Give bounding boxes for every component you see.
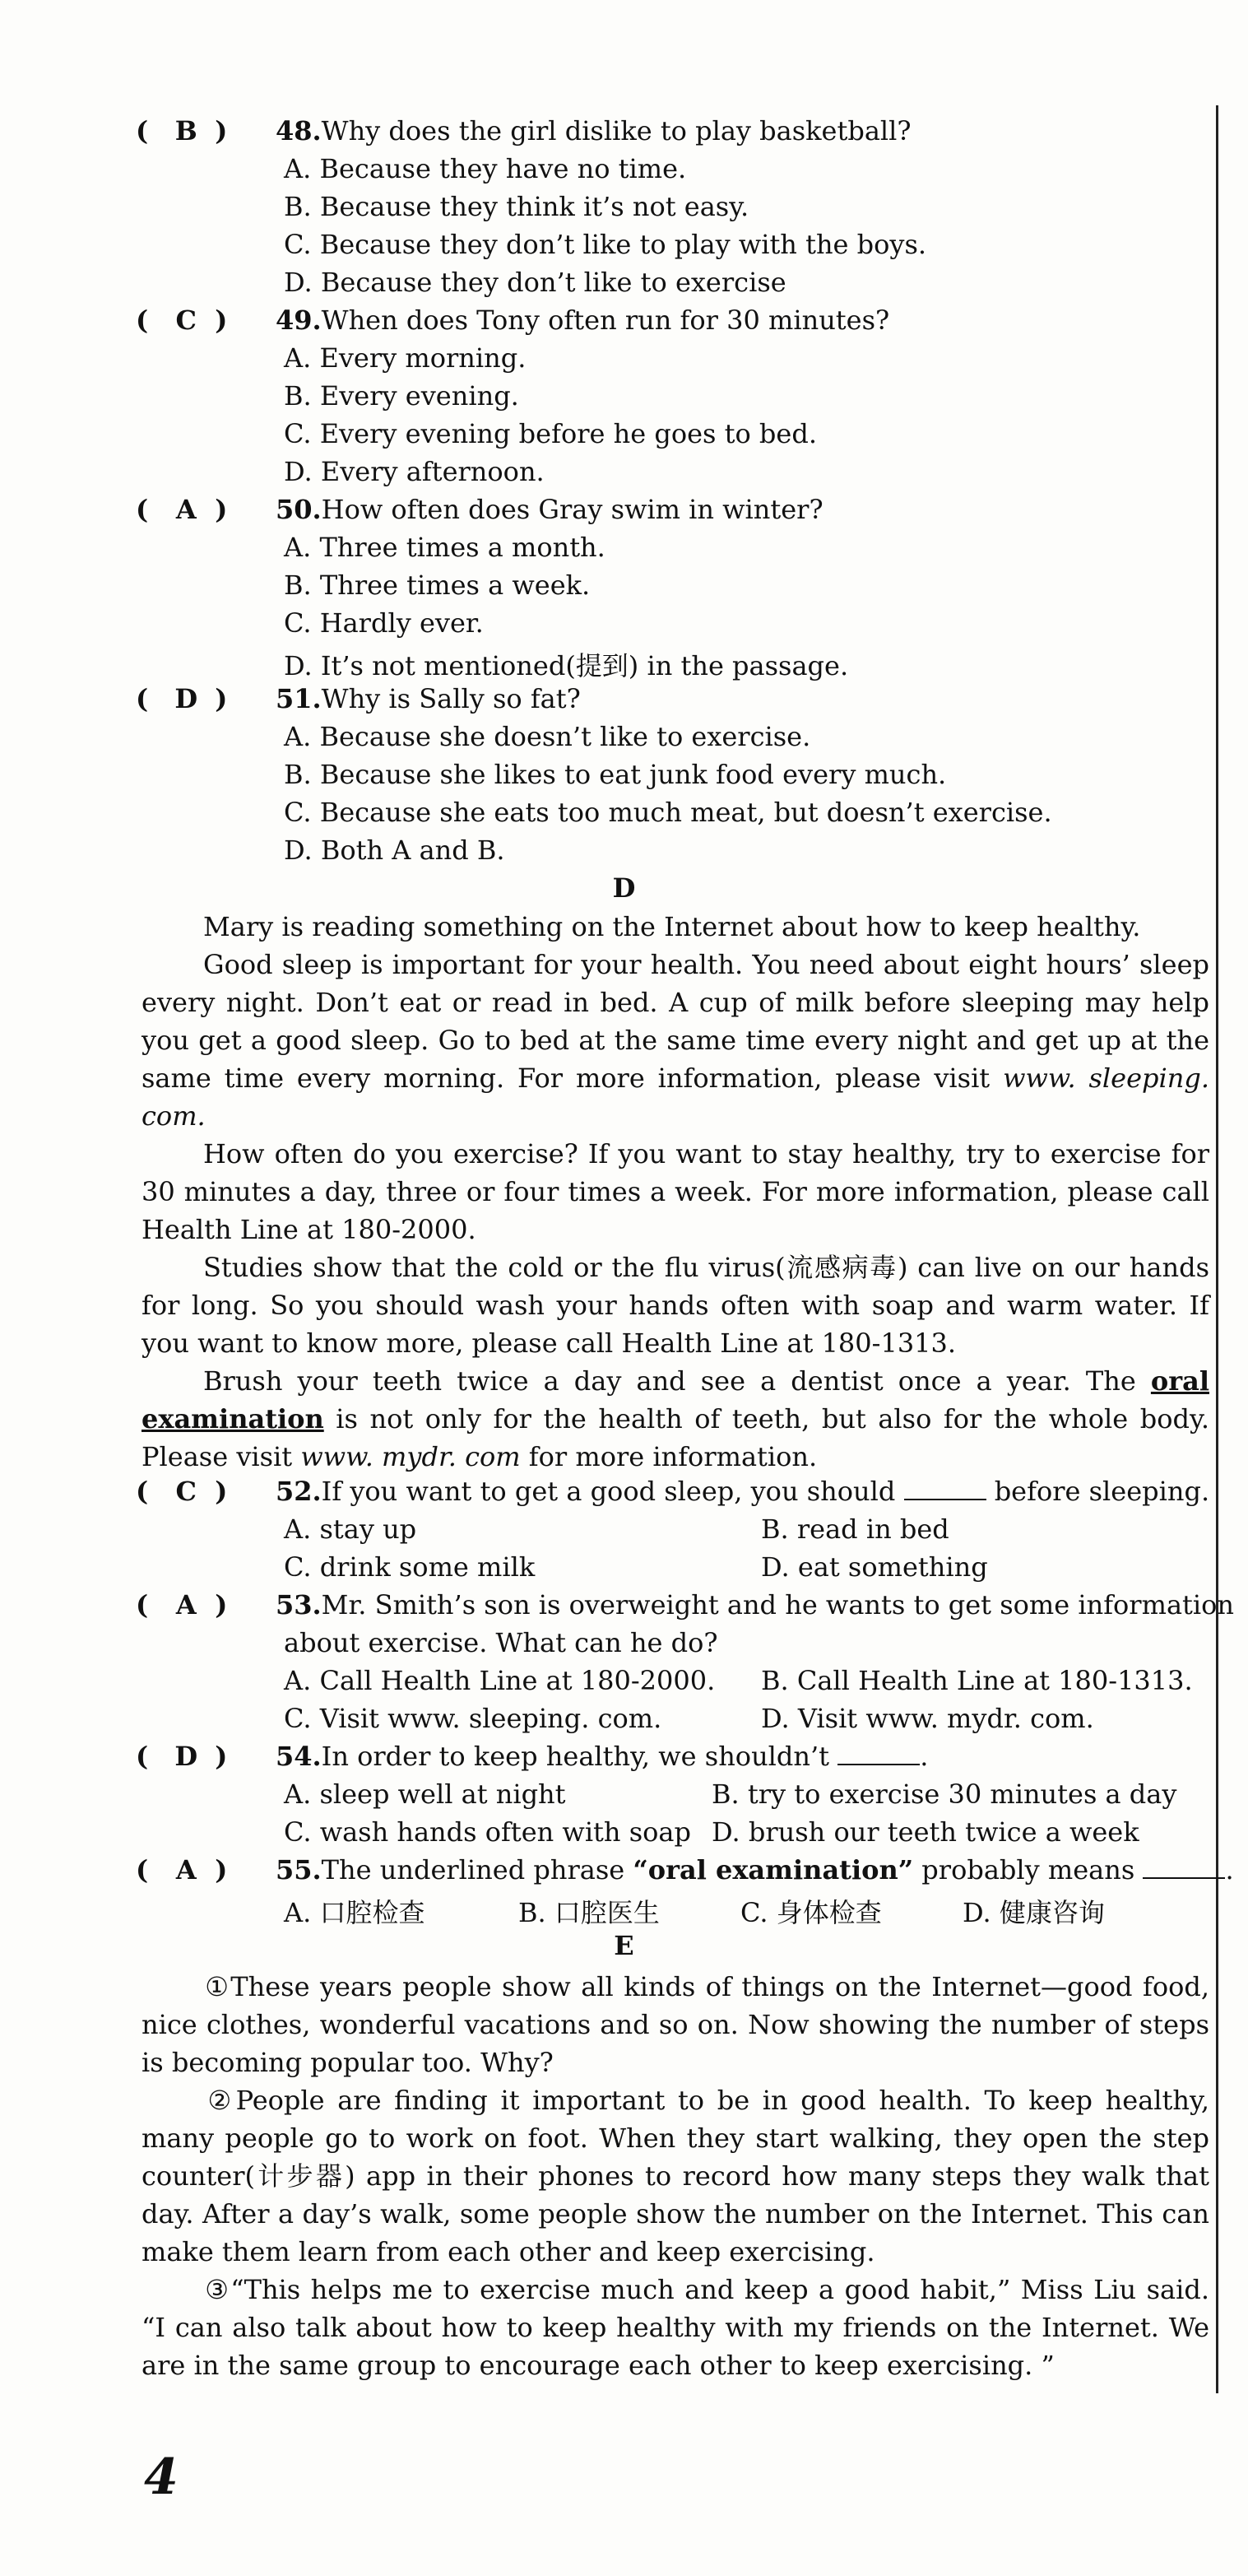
website-link: www. sleeping. com. <box>142 1062 1210 1132</box>
passage-e-paragraph-2: ②People are finding it important to be in good health. To keep healthy, many people go to work on foot. When they start walking, they open the step counter(计步器) app in their phones to record how many steps they walk that day. After a day’s walk, some people show the number on the Internet. This can make them learn from each other and keep exercising. <box>142 2085 1209 2267</box>
answer-bracket: ( B ) <box>136 115 228 146</box>
question-53: ( A ) 53.Mr. Smith’s son is overweight and he wants to get some information <box>136 1589 1234 1620</box>
option: D. Both A and B. <box>284 835 505 866</box>
option: A. 口腔检查 <box>284 1897 425 1928</box>
margin-rule <box>1216 105 1218 2393</box>
section-heading-d: D <box>612 872 636 904</box>
website-link: www. mydr. com <box>300 1441 521 1472</box>
passage-d-paragraph-1: Mary is reading something on the Internet about how to keep healthy. <box>203 911 1141 942</box>
answer-bracket: ( A ) <box>136 1854 228 1886</box>
option: D. Visit www. mydr. com. <box>761 1703 1094 1734</box>
option: D. brush our teeth twice a week <box>712 1816 1139 1848</box>
option: B. try to exercise 30 minutes a day <box>712 1779 1177 1810</box>
question-51: ( D ) 51.Why is Sally so fat? <box>136 683 581 714</box>
answer-bracket: ( D ) <box>136 1741 228 1772</box>
option: A. Call Health Line at 180-2000. <box>284 1665 716 1696</box>
passage-d-paragraph-2: Good sleep is important for your health. You need about eight hours’ sleep every night. Don’t eat or read in bed. A cup of milk before sleeping may help you get a good sleep. Go to bed at the same time every night and get up at the same time every morning. For more information, please visit www. sleeping. com. <box>142 949 1210 1132</box>
answer-bracket: ( C ) <box>136 1476 228 1507</box>
option: D. Because they don’t like to exercise <box>284 267 786 298</box>
option: C. Because they don’t like to play with the boys. <box>284 229 927 260</box>
option: A. stay up <box>284 1514 417 1545</box>
option: B. Because she likes to eat junk food every much. <box>284 759 947 790</box>
question-50: ( A ) 50.How often does Gray swim in winter? <box>136 494 823 525</box>
question-stem-continued: about exercise. What can he do? <box>284 1627 718 1658</box>
passage-e-paragraph-1: ①These years people show all kinds of things on the Internet—good food, nice clothes, wonderful vacations and so on. Now showing the number of steps is becoming popular too. Why? <box>142 1971 1209 2078</box>
question-55: ( A ) 55.The underlined phrase “oral examination” probably means . <box>136 1854 1234 1886</box>
option: B. Because they think it’s not easy. <box>284 191 749 222</box>
option: C. Visit www. sleeping. com. <box>284 1703 662 1734</box>
passage-d-paragraph-5: Brush your teeth twice a day and see a dentist once a year. The oral examination is not only for the health of teeth, but also for the whole body. Please visit www. mydr. com for more information. <box>142 1365 1209 1472</box>
option: B. 口腔医生 <box>518 1897 660 1928</box>
option: D. It’s not mentioned(提到) in the passage. <box>284 650 849 681</box>
quoted-term: “oral examination” <box>633 1854 914 1886</box>
option: D. eat something <box>761 1551 988 1583</box>
option: B. Every evening. <box>284 380 519 412</box>
option: B. Three times a week. <box>284 570 591 601</box>
option: C. 身体检查 <box>740 1897 882 1928</box>
answer-blank <box>1143 1877 1225 1879</box>
question-52: ( C ) 52.If you want to get a good sleep, you should before sleeping. <box>136 1476 1210 1507</box>
section-heading-e: E <box>614 1930 634 1961</box>
passage-d-paragraph-4: Studies show that the cold or the flu virus(流感病毒) can live on our hands for long. So you should wash your hands often with soap and warm water. If you want to know more, please call Health Line at 180-1313. <box>142 1252 1209 1359</box>
option: B. Call Health Line at 180-1313. <box>761 1665 1193 1696</box>
option: A. Every morning. <box>284 342 527 374</box>
question-54: ( D ) 54.In order to keep healthy, we shouldn’t . <box>136 1741 929 1772</box>
option: A. Because she doesn’t like to exercise. <box>284 721 811 752</box>
option: C. Hardly ever. <box>284 607 484 639</box>
option: C. Every evening before he goes to bed. <box>284 418 817 449</box>
question-49: ( C ) 49.When does Tony often run for 30 minutes? <box>136 305 890 336</box>
page-number: 4 <box>144 2448 179 2506</box>
option: D. Every afternoon. <box>284 456 545 487</box>
answer-bracket: ( A ) <box>136 1589 228 1620</box>
answer-bracket: ( C ) <box>136 305 228 336</box>
option: C. drink some milk <box>284 1551 536 1583</box>
answer-blank <box>904 1499 986 1500</box>
question-48: ( B ) 48.Why does the girl dislike to play basketball? <box>136 115 912 146</box>
option: C. Because she eats too much meat, but doesn’t exercise. <box>284 797 1052 828</box>
option: D. 健康咨询 <box>963 1897 1105 1928</box>
answer-bracket: ( A ) <box>136 494 228 525</box>
option: B. read in bed <box>761 1514 949 1545</box>
option: A. sleep well at night <box>284 1779 566 1810</box>
option: A. Three times a month. <box>284 532 605 563</box>
underlined-term: oral examination <box>142 1365 1209 1434</box>
option: C. wash hands often with soap <box>284 1816 691 1848</box>
option: A. Because they have no time. <box>284 153 687 184</box>
passage-d-paragraph-3: How often do you exercise? If you want to stay healthy, try to exercise for 30 minutes a day, three or four times a week. For more information, please call Health Line at 180-2000. <box>142 1138 1209 1245</box>
answer-blank <box>837 1764 920 1765</box>
answer-bracket: ( D ) <box>136 683 228 714</box>
passage-e-paragraph-3: ③“This helps me to exercise much and keep a good habit,” Miss Liu said. “I can also talk about how to keep healthy with my friends on the Internet. We are in the same group to encourage each other to keep exercising. ” <box>142 2274 1209 2381</box>
